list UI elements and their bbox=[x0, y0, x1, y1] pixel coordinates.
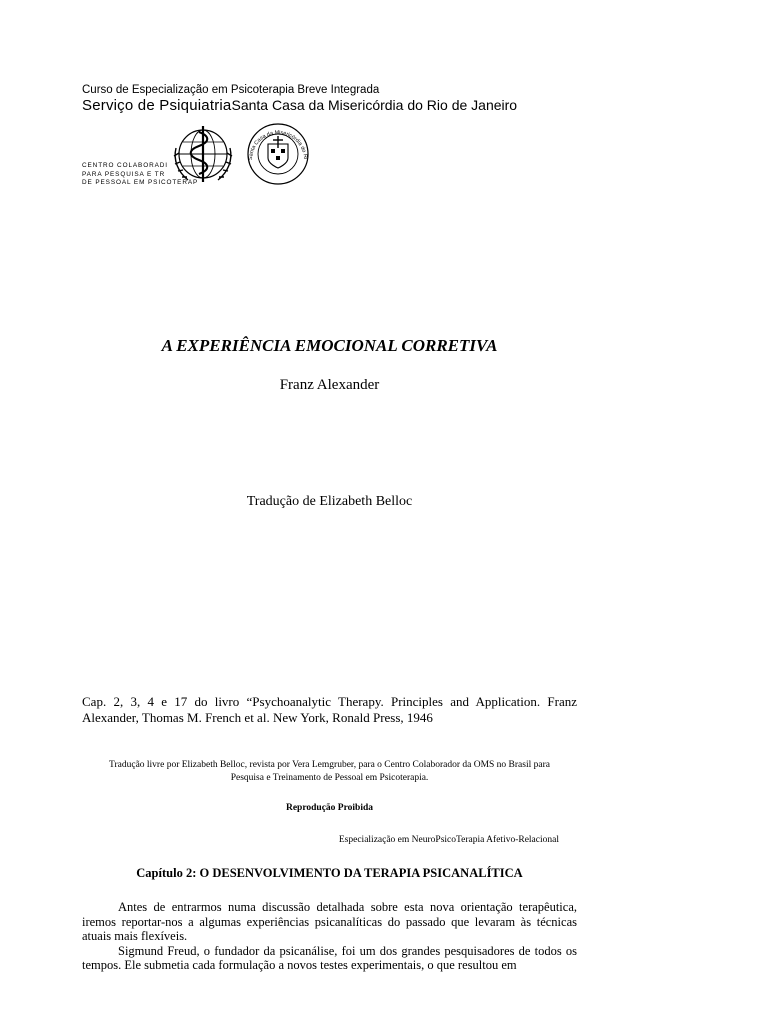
translation-credit: Tradução de Elizabeth Belloc bbox=[246, 494, 413, 509]
specialization-line: Especialização em NeuroPsicoTerapia Afetivo-Relacional bbox=[338, 835, 559, 845]
document-title: A EXPERIÊNCIA EMOCIONAL CORRETIVA bbox=[161, 336, 498, 355]
free-translation-note bbox=[82, 759, 577, 785]
reproduction-notice: Reprodução Proibida bbox=[285, 803, 373, 813]
author-name: Franz Alexander bbox=[279, 377, 380, 393]
free-translation-line-2: Pesquisa e Treinamento de Pessoal em Psicoterapia. bbox=[230, 773, 429, 783]
seal-text: Santa Casa da Misericórdia do Ri bbox=[247, 129, 308, 161]
header-course-line: Curso de Especialização em Psicoterapia Breve Integrada bbox=[82, 84, 380, 96]
free-translation-line-1: Tradução livre por Elizabeth Belloc, revista por Vera Lemgruber, para o Centro Colaborador da OMS no Brasil para bbox=[109, 760, 550, 770]
source-reference: Cap. 2, 3, 4 e 17 do livro “Psychoanalytic Therapy. Principles and Application. Franz Alexander, Thomas M. French et al. New York, Ronald Press, 1946 bbox=[82, 694, 577, 725]
centro-line-3: DE PESSOAL EM PSICOTERAP bbox=[82, 179, 199, 186]
paragraph: Sigmund Freud, o fundador da psicanálise, foi um dos grandes pesquisadores de todos os tempos. Ele submetia cada formulação a novos testes experimentais, o que resultou em bbox=[82, 943, 577, 972]
centro-line-1: CENTRO COLABORADI bbox=[82, 162, 168, 169]
body-text bbox=[82, 900, 577, 973]
centro-line-2: PARA PESQUISA E TR bbox=[82, 170, 166, 178]
header-hospital-name: Santa Casa da Misericórdia do Rio de Janeiro bbox=[231, 97, 518, 113]
paragraph: Antes de entrarmos numa discussão detalhada sobre esta nova orientação terapêutica, iremos reportar-nos a algumas experiências psicanalíticas do passado que levaram às técnicas atuais mais flexíveis. bbox=[82, 900, 577, 943]
who-collaborating-centre-text bbox=[82, 162, 198, 188]
header-service-name: Serviço de Psiquiatria bbox=[82, 97, 232, 114]
chapter-heading: Capítulo 2: O DESENVOLVIMENTO DA TERAPIA PSICANALÍTICA bbox=[136, 866, 523, 880]
header-institution-line bbox=[82, 97, 517, 114]
